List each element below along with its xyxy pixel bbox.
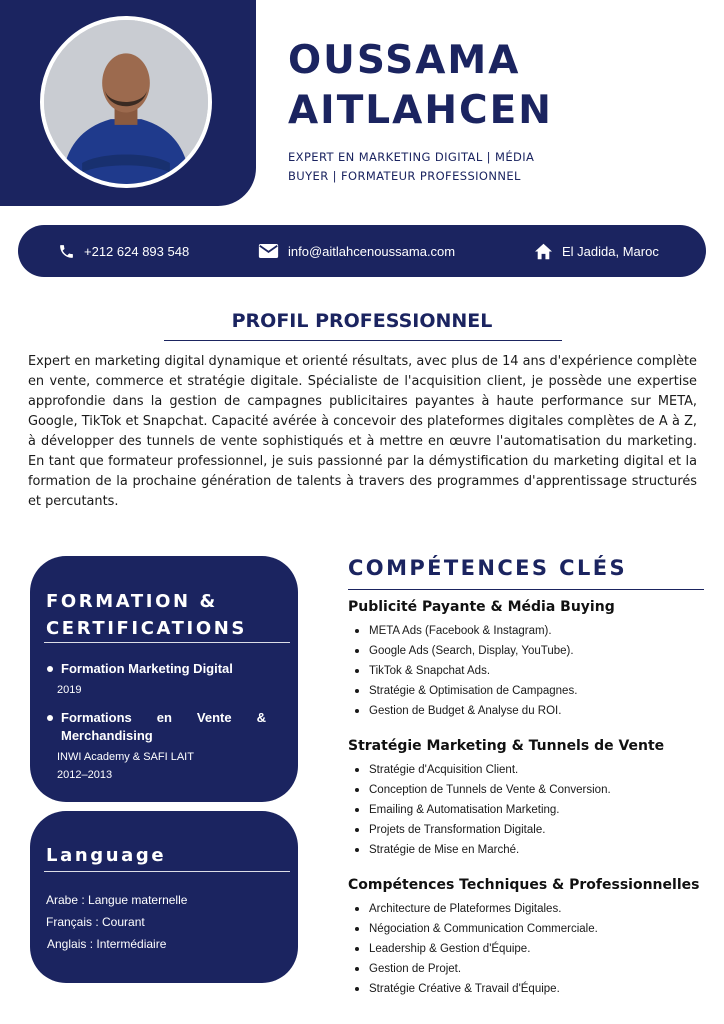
list-item: Stratégie Créative & Travail d'Équipe. [348, 979, 708, 999]
phone-text: +212 624 893 548 [84, 243, 190, 259]
location-text: El Jadida, Maroc [562, 243, 659, 259]
language-card [30, 811, 298, 983]
competence-group-title: Stratégie Marketing & Tunnels de Vente [348, 738, 665, 754]
profile-divider [164, 340, 562, 341]
list-item: Stratégie & Optimisation de Campagnes. [348, 681, 708, 701]
language-item: Arabe : Langue maternelle [46, 893, 188, 907]
competences-title: COMPÉTENCES CLÉS [348, 556, 627, 580]
list-item: Gestion de Projet. [348, 959, 708, 979]
language-divider [44, 871, 290, 872]
list-item: Stratégie de Mise en Marché. [348, 840, 708, 860]
job-headline [288, 148, 548, 186]
language-item: Anglais : Intermédiaire [47, 937, 167, 951]
language-title: Language [46, 845, 167, 866]
list-item: META Ads (Facebook & Instagram). [348, 621, 708, 641]
home-icon [534, 243, 553, 260]
competence-group [348, 876, 708, 999]
formation-title [46, 588, 247, 642]
formation-item-title: Formations en Vente & Merchandising [46, 709, 266, 745]
formation-item-title: Formation Marketing Digital [46, 660, 266, 678]
formation-item-year: 2019 [57, 684, 82, 696]
formation-item-institution: INWI Academy & SAFI LAIT [57, 751, 194, 763]
profile-photo [40, 16, 212, 188]
competence-group-title: Publicité Payante & Média Buying [348, 599, 615, 615]
contact-bar [18, 225, 706, 277]
formation-card [30, 556, 298, 802]
formation-item-years: 2012–2013 [57, 769, 113, 781]
name-line-1: OUSSAMA [288, 38, 521, 83]
competence-list [348, 899, 708, 999]
header-navy-block [0, 0, 256, 206]
contact-email[interactable] [258, 225, 455, 277]
competence-group [348, 737, 708, 860]
list-item: Google Ads (Search, Display, YouTube). [348, 641, 708, 661]
competence-list [348, 760, 708, 860]
contact-location [534, 225, 659, 277]
list-item: Conception de Tunnels de Vente & Conversion. [348, 780, 708, 800]
headline-line-1: EXPERT EN MARKETING DIGITAL | MÉDIA [288, 150, 535, 164]
name-line-2: AITLAHCEN [288, 88, 553, 133]
list-item: Stratégie d'Acquisition Client. [348, 760, 708, 780]
formation-item [46, 660, 266, 699]
list-item: Leadership & Gestion d'Équipe. [348, 939, 708, 959]
list-item: Négociation & Communication Commerciale. [348, 919, 708, 939]
profile-summary: Expert en marketing digital dynamique et orienté résultats, avec plus de 14 ans d'expérience complète en vente, commerce et stratégie digitale. Spécialiste de l'acquisition client, je possède une expertise approfondie dans la gestion de campagnes publicitaires payantes à haute performance sur META, Google, TikTok et Snapchat. Capacité avérée à concevoir des plateformes digitales complètes de A à Z, à développer des tunnels de vente sophistiqués et à mettre en œuvre l'automatisation du marketing. En tant que formateur professionnel, je suis passionné par la démystification du marketing digital et la formation de la prochaine génération de talents à travers des programmes d'apprentissage structurés et percutants. [28, 354, 697, 509]
contact-phone[interactable] [58, 225, 189, 277]
competence-group-title: Compétences Techniques & Professionnelles [348, 877, 700, 893]
headline-line-2: BUYER | FORMATEUR PROFESSIONNEL [288, 169, 521, 183]
list-item: Emailing & Automatisation Marketing. [348, 800, 708, 820]
list-item: Architecture de Plateformes Digitales. [348, 899, 708, 919]
formation-title-line-1: FORMATION & [46, 591, 218, 612]
list-item: Projets de Transformation Digitale. [348, 820, 708, 840]
mail-icon [258, 243, 279, 259]
portrait-image [44, 20, 208, 184]
profile-title: PROFIL PROFESSIONNEL [231, 310, 493, 332]
competences-divider [348, 589, 704, 590]
competence-group [348, 598, 708, 721]
full-name [288, 36, 553, 136]
list-item: Gestion de Budget & Analyse du ROI. [348, 701, 708, 721]
phone-icon [58, 243, 75, 260]
language-item: Français : Courant [46, 915, 145, 929]
formation-divider [44, 642, 290, 643]
list-item: TikTok & Snapchat Ads. [348, 661, 708, 681]
formation-title-line-2: CERTIFICATIONS [46, 618, 247, 639]
competence-list [348, 621, 708, 721]
email-text: info@aitlahcenoussama.com [288, 243, 456, 259]
formation-item [46, 709, 266, 784]
